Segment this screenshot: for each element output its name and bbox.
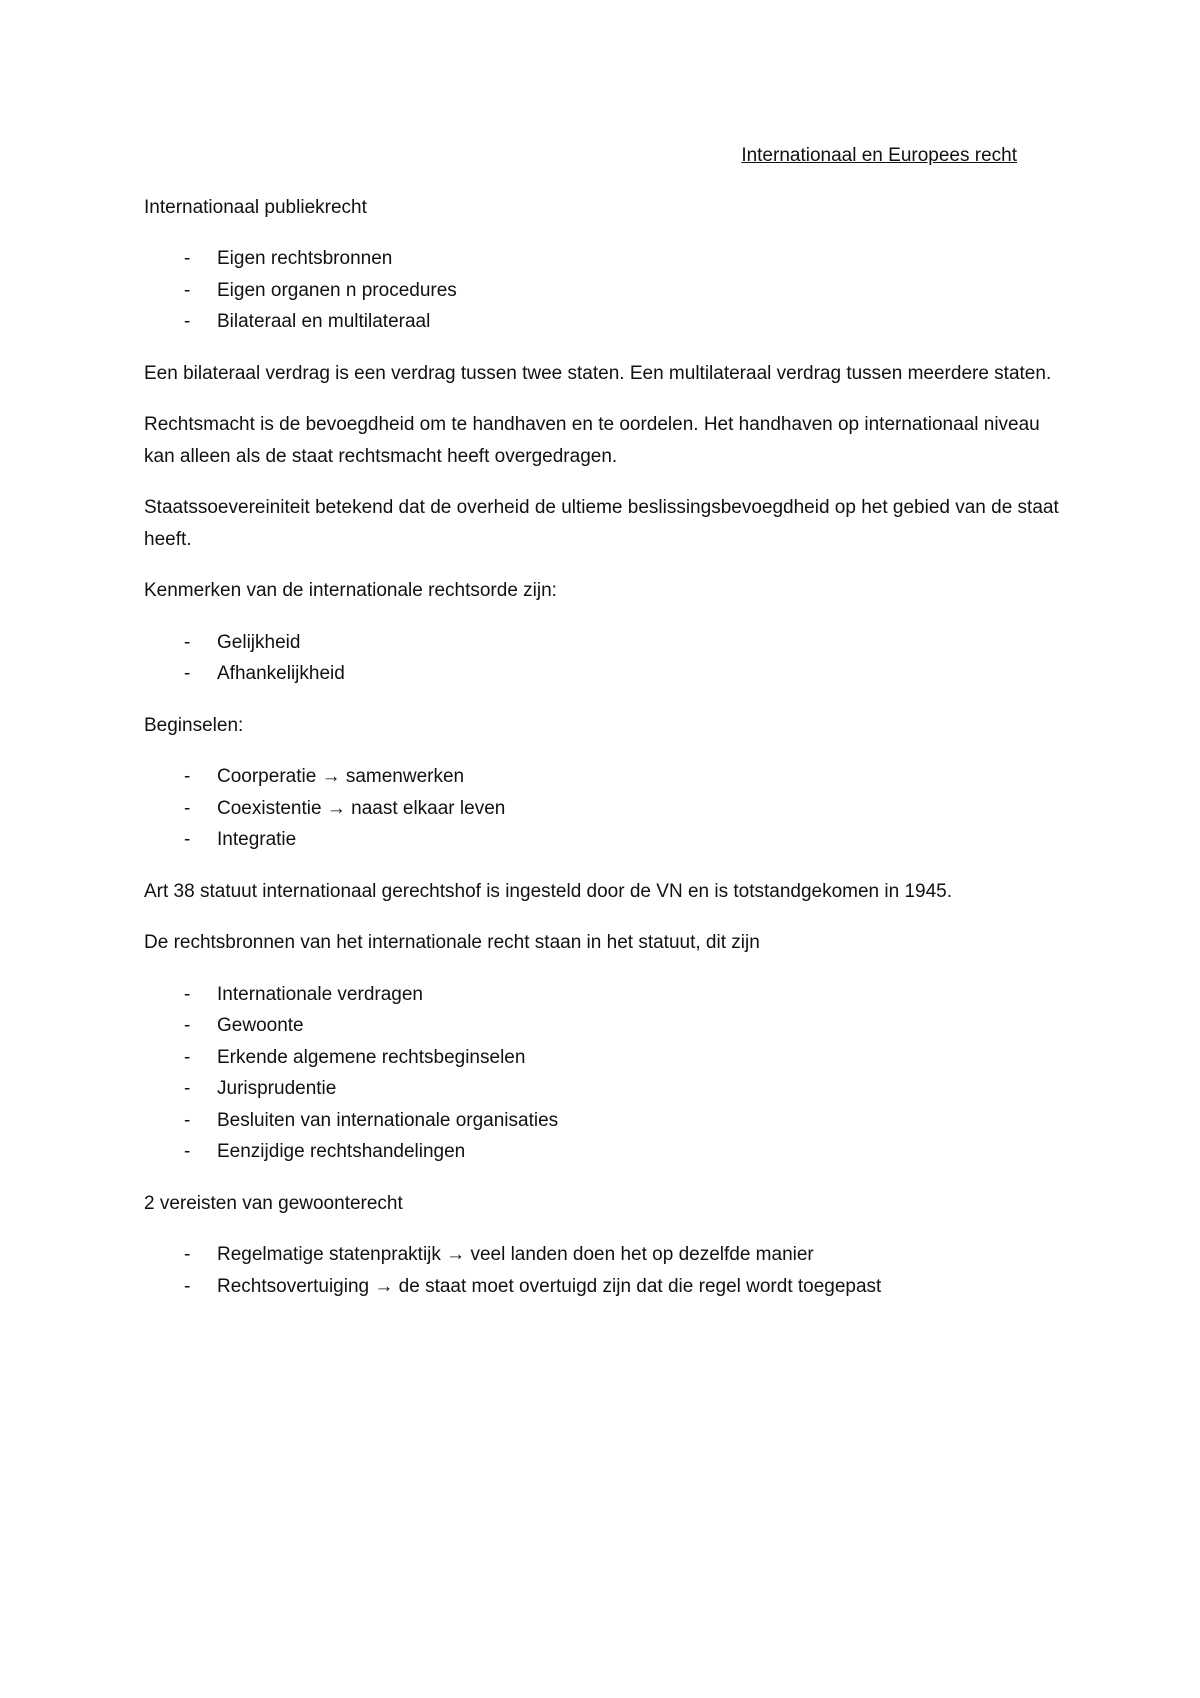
list-item [144,1136,1064,1168]
section-heading-kenmerken: Kenmerken van de internationale rechtsorde zijn: [144,580,557,601]
list-item [144,243,1064,275]
dash-bullet: - [184,797,191,819]
list-item [144,658,1064,690]
dash-bullet: - [184,1109,191,1131]
list-item [144,1010,1064,1042]
list-item-text: Eigen organen n procedures [217,279,457,301]
list-vereisten [144,1239,1064,1302]
list-item [144,1105,1064,1137]
document-body [144,140,1064,1322]
list-item [144,306,1064,338]
list-item [144,627,1064,659]
list-item [144,275,1064,307]
paragraph-rechtsmacht: Rechtsmacht is de bevoegdheid om te handhaven en te oordelen. Het handhaven op internationaal niveau kan alleen als de staat rechtsmacht heeft overgedragen. [144,414,1040,467]
list-item-meaning: de staat moet overtuigd zijn dat die regel wordt toegepast [398,1275,882,1297]
dash-bullet: - [184,1244,191,1265]
dash-bullet: - [184,663,191,684]
dash-bullet: - [184,829,191,850]
list-item [144,1271,1064,1303]
list-item [144,1042,1064,1074]
dash-bullet: - [184,1078,191,1099]
section-heading-rechtsbronnen: De rechtsbronnen van het internationale recht staan in het statuut, dit zijn [144,932,760,953]
list-item-text: Afhankelijkheid [217,663,345,684]
paragraph-verdrag: Een bilateraal verdrag is een verdrag tussen twee staten. Een multilateraal verdrag tussen meerdere staten. [144,362,1052,384]
dash-bullet: - [184,1141,191,1162]
section-heading-vereisten: 2 vereisten van gewoonterecht [144,1192,403,1214]
section-heading-publiekrecht: Internationaal publiekrecht [144,196,367,218]
dash-bullet: - [184,1046,191,1068]
list-item [144,1073,1064,1105]
section-heading-beginselen: Beginselen: [144,714,244,736]
dash-bullet: - [184,766,191,787]
arrow-right-icon: → [374,1275,394,1297]
dash-bullet: - [184,279,191,301]
list-item-term: Coorperatie [217,766,317,787]
dash-bullet: - [184,311,191,332]
list-item-text: Gewoonte [217,1015,304,1036]
dash-bullet: - [184,248,191,269]
list-item-term: Coexistentie [217,797,322,819]
arrow-right-icon: → [446,1244,466,1265]
list-item [144,824,1064,856]
list-item [144,979,1064,1011]
document-title: Internationaal en Europees recht [741,145,1017,166]
list-item-text: Eenzijdige rechtshandelingen [217,1141,466,1162]
list-item-text: Gelijkheid [217,631,301,653]
list-item-text: Jurisprudentie [217,1078,337,1099]
dash-bullet: - [184,1275,191,1297]
list-item-text: Eigen rechtsbronnen [217,248,393,269]
list-beginselen [144,761,1064,856]
list-rechtsbronnen [144,979,1064,1168]
dash-bullet: - [184,983,191,1005]
list-item-text: Besluiten van internationale organisaties [217,1109,559,1131]
list-item-term: Integratie [217,829,297,850]
list-item [144,761,1064,793]
dash-bullet: - [184,1015,191,1036]
list-item-term: Rechtsovertuiging [217,1275,370,1297]
arrow-right-icon: → [326,797,346,819]
arrow-right-icon: → [321,766,341,787]
list-item-text: Erkende algemene rechtsbeginselen [217,1046,526,1068]
list-item-text: Internationale verdragen [217,983,423,1005]
list-item-meaning: samenwerken [345,766,465,787]
list-publiekrecht [144,243,1064,338]
list-item-meaning: naast elkaar leven [351,797,506,819]
list-item-meaning: veel landen doen het op dezelfde manier [470,1244,814,1265]
list-item-text: Bilateraal en multilateraal [217,311,431,332]
list-kenmerken [144,627,1064,690]
list-item-term: Regelmatige statenpraktijk [217,1244,441,1265]
list-item [144,793,1064,825]
dash-bullet: - [184,631,191,653]
list-item [144,1239,1064,1271]
paragraph-art38: Art 38 statuut internationaal gerechtshof is ingesteld door de VN en is totstandgekomen in 1945. [144,880,953,902]
paragraph-staatssoevereiniteit: Staatssoevereiniteit betekend dat de overheid de ultieme beslissingsbevoegdheid op het gebied van de staat heeft. [144,497,1059,550]
